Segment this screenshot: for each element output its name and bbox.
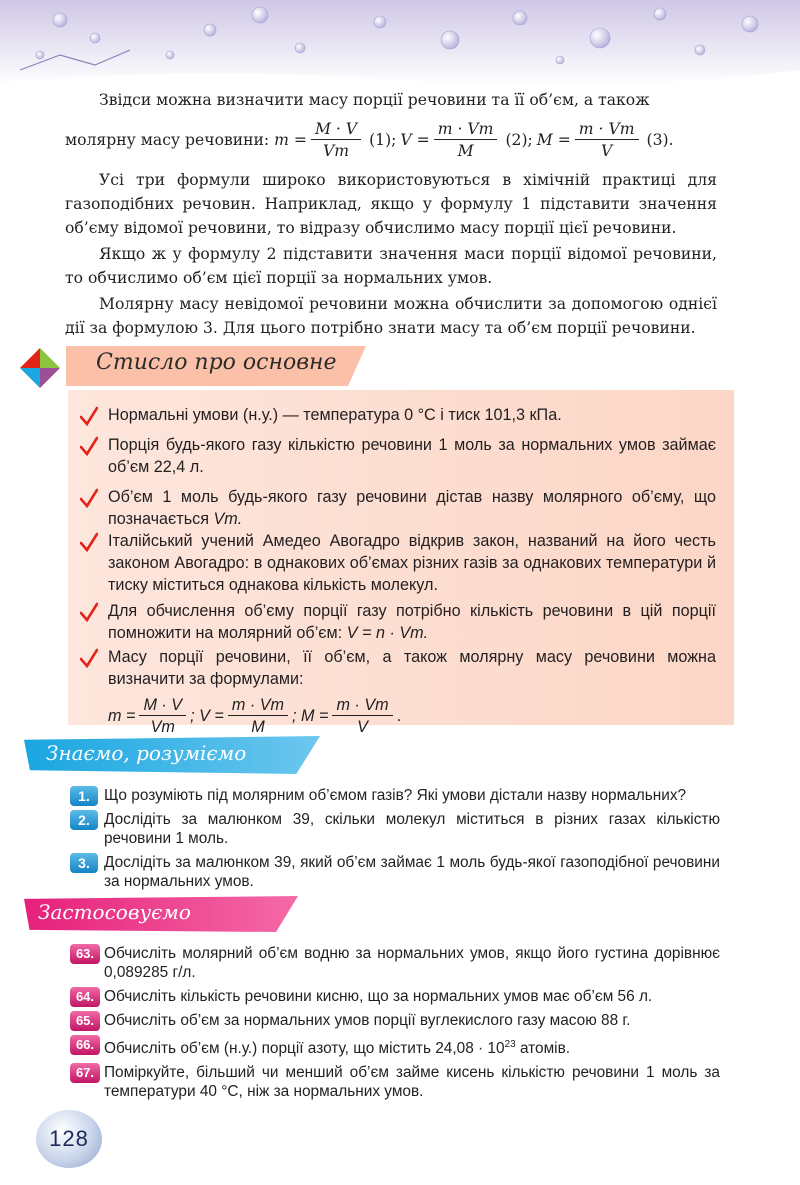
task-text: Обчисліть кількість речовини кисню, що за нормальних умов має об’єм 56 л.: [104, 988, 653, 1005]
task-text: Обчисліть об’єм за нормальних умов порції вуглекислого газу масою 88 г.: [104, 1012, 631, 1029]
f3-den: V: [601, 141, 613, 160]
task-number: 66.: [70, 1035, 100, 1055]
intro-paragraph-4: Молярну масу невідомої речовини можна обчислити за допомогою однієї дії за формулою 3. Для цього потрібно знати масу та об’єм порції речовини.: [65, 295, 717, 337]
sum-f1-den: Vm: [150, 717, 175, 736]
list-item: [70, 987, 720, 1006]
summary-item-text: Для обчислення об’єму порції газу потрібно кількість речовини в цій порції помножити на молярний об’єм:: [108, 602, 716, 642]
sum-formula-end: .: [396, 707, 402, 725]
intro-paragraph-1: Звідси можна визначити масу порції речовини та її об’єм, а також: [99, 91, 650, 109]
formula-line: [65, 114, 717, 166]
summary-item: [86, 646, 716, 742]
sum-f1-num: M · V: [139, 695, 186, 716]
list-item: [70, 1063, 720, 1101]
task-number: 67.: [70, 1063, 100, 1083]
f2-den: M: [457, 141, 474, 160]
summary-title: Стисло про основне: [96, 350, 337, 375]
task-number: 63.: [70, 944, 100, 964]
formula-1: [311, 119, 361, 162]
check-icon: [80, 406, 98, 426]
f3-label: (3).: [646, 131, 674, 149]
sum-f3-num: m · Vm: [332, 695, 392, 716]
sum-f2-num: m · Vm: [228, 695, 288, 716]
task-text-end: атомів.: [515, 1040, 571, 1058]
question-number: 3.: [70, 853, 98, 873]
task-number: 65.: [70, 1011, 100, 1031]
sum-f3-den: V: [357, 717, 368, 736]
formula-3: [575, 119, 639, 162]
summary-formulas: [108, 690, 716, 742]
check-icon: [80, 532, 98, 552]
task-text: Обчисліть об’єм (н.у.) порції азоту, що містить 24,08 · 10: [104, 1040, 505, 1058]
task-list: [70, 944, 720, 1106]
list-item: [70, 810, 720, 848]
summary-item: [86, 530, 716, 596]
sum-f2-lhs: ; V =: [190, 707, 224, 725]
sum-formula-2: [228, 695, 288, 738]
f1-label: (1);: [369, 131, 397, 149]
page-number: 128: [36, 1110, 102, 1168]
list-item: [70, 944, 720, 982]
vm-symbol: Vm.: [213, 510, 243, 528]
f3-num: m · Vm: [575, 119, 639, 140]
sum-f3-lhs: ; M =: [292, 707, 329, 725]
question-list: [70, 786, 720, 896]
intro-paragraph-2: Усі три формули широко використовуються в хімічній практиці для газоподібних речовин. Наприклад, якщо у формулу 1 підставити значення об’єму відомої речовини, то відразу обчислимо масу порції цієї речовини.: [65, 171, 717, 237]
list-item: [70, 1011, 720, 1030]
f3-lhs: M =: [536, 131, 571, 149]
question-text: Дослідіть за малюнком 39, скільки молекул міститься в різних газах кількістю речовини 1 моль.: [104, 811, 720, 847]
question-number: 2.: [70, 810, 98, 830]
sum-f2-den: M: [251, 717, 265, 736]
sum-formula-3: [332, 695, 392, 738]
question-text: Дослідіть за малюнком 39, який об’єм займає 1 моль будь-якої газоподібної речовини за нормальних умов.: [104, 854, 720, 890]
list-item: [70, 1035, 720, 1058]
task-text: Обчисліть молярний об’єм водню за нормальних умов, якщо його густина дорівнює 0,089285 г/л.: [104, 945, 720, 981]
znaemo-title: Знаємо, розуміємо: [46, 741, 247, 765]
summary-item: [86, 486, 716, 530]
f2-label: (2);: [505, 131, 533, 149]
f1-den: Vm: [322, 141, 350, 160]
summary-item: [86, 600, 716, 644]
f1-num: M · V: [311, 119, 361, 140]
question-number: 1.: [70, 786, 98, 806]
summary-item: [86, 404, 716, 426]
question-text: Що розуміють під молярним об’ємом газів? Які умови дістали назву нормальних?: [104, 787, 687, 804]
formula-2: [434, 119, 498, 162]
summary-item-text: Масу порції речовини, її об’єм, а також молярну масу речовини можна визначити за формулами:: [108, 648, 716, 688]
zastos-header: [24, 896, 304, 936]
intro-text: [65, 88, 717, 342]
check-icon: [80, 436, 98, 456]
f1-lhs: m =: [274, 131, 307, 149]
summary-panel: [68, 390, 734, 736]
f2-lhs: V =: [400, 131, 430, 149]
check-icon: [80, 488, 98, 508]
task-number: 64.: [70, 987, 100, 1007]
summary-item: [86, 434, 716, 478]
task-text: Поміркуйте, більший чи менший об’єм займе кисень кількістю речовини 1 моль за температури 40 °С, ніж за нормальних умов.: [104, 1064, 720, 1101]
sum-formula-1: [139, 695, 186, 738]
summary-item-text: Італійський учений Амедео Авогадро відкрив закон, названий на його честь законом Авогадро: в однакових об’ємах різних газів за однакових температури й тиску міститься однакова кількість молекул.: [108, 532, 716, 594]
check-icon: [80, 648, 98, 668]
sum-f1-lhs: m =: [108, 707, 136, 725]
summary-item-text: Об’єм 1 моль будь-якого газу речовини дістав назву молярного об’єму, що позначається: [108, 488, 716, 528]
task-exponent: 23: [504, 1039, 516, 1050]
znaemo-header: [24, 736, 324, 776]
list-item: [70, 853, 720, 891]
formula-lead: молярну масу речовини:: [65, 131, 270, 149]
summary-item-text: Нормальні умови (н.у.) — температура 0 °С і тиск 101,3 кПа.: [108, 406, 562, 424]
zastos-title: Застосовуємо: [38, 900, 191, 924]
f2-num: m · Vm: [434, 119, 498, 140]
volume-formula: V = n · Vm.: [346, 624, 429, 642]
diamond-icon: [18, 346, 62, 390]
header-decoration: [0, 0, 800, 92]
summary-header: [18, 346, 358, 388]
list-item: [70, 786, 720, 805]
intro-paragraph-3: Якщо ж у формулу 2 підставити значення маси порції відомої речовини, то обчислимо об’єм цієї порції за нормальних умов.: [65, 245, 717, 287]
check-icon: [80, 602, 98, 622]
summary-item-text: Порція будь-якого газу кількістю речовини 1 моль за нормальних умов займає об’єм 22,4 л.: [108, 436, 716, 476]
